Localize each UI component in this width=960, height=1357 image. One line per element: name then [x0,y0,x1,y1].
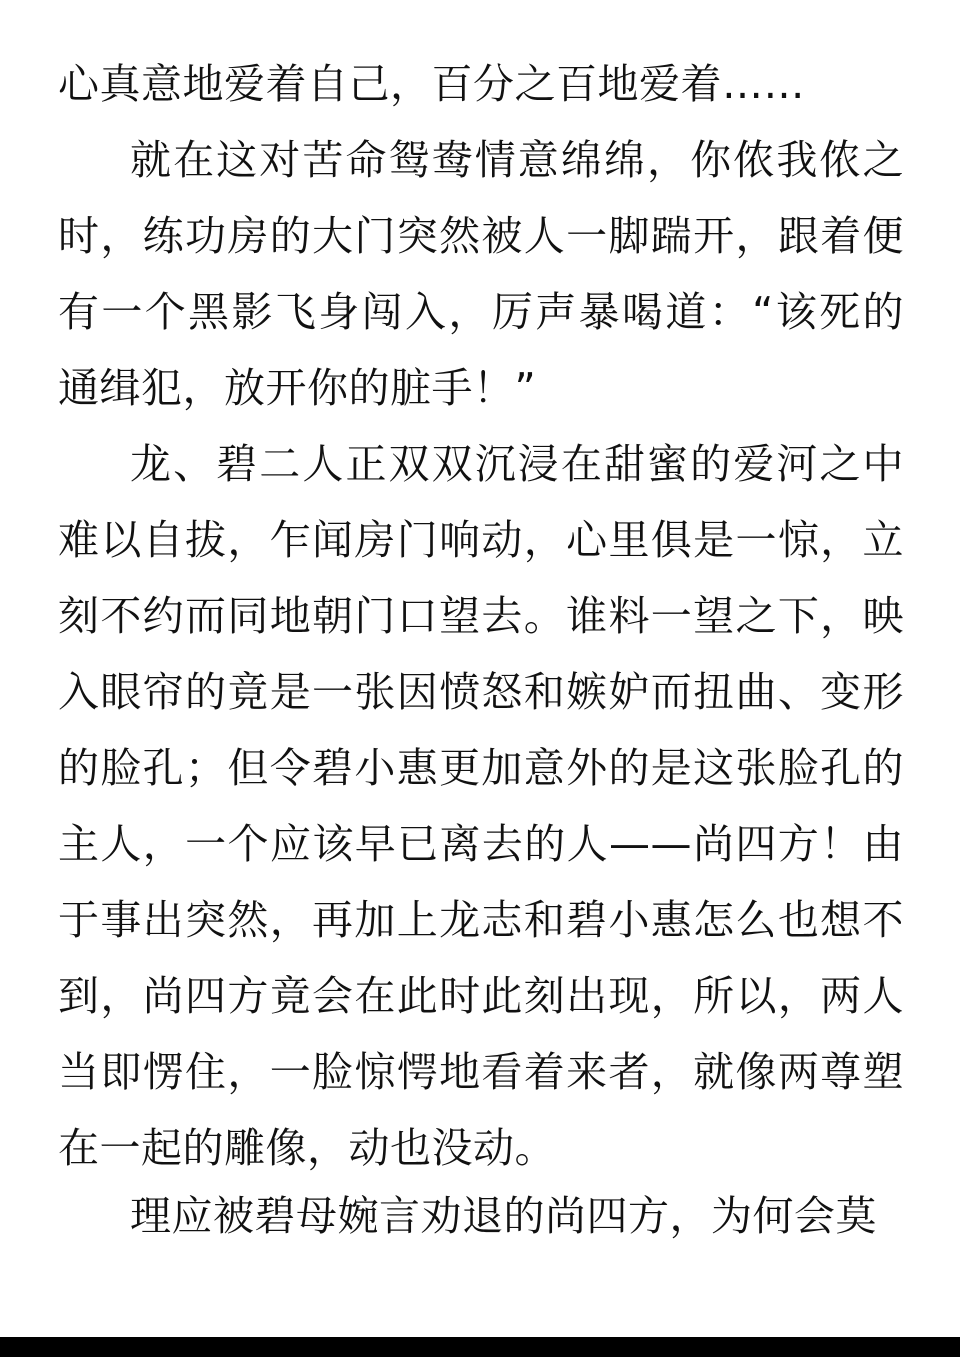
bottom-black-bar [0,1337,960,1357]
paragraph-1: 就在这对苦命鸳鸯情意绵绵，你侬我侬之时，练功房的大门突然被人一脚踹开，跟着便有一个黑影飞身闯入，厉声暴喝道：“该死的通缉犯，放开你的脏手！” [58,136,904,412]
paragraph-2: 龙、碧二人正双双沉浸在甜蜜的爱河之中难以自拔，乍闻房门响动，心里俱是一惊，立刻不约而同地朝门口望去。谁料一望之下，映入眼帘的竟是一张因愤怒和嫉妒而扭曲、变形的脸孔；但令碧小惠更加意外的是这张脸孔的主人，一个应该早已离去的人——尚四方！由于事出突然，再加上龙志和碧小惠怎么也想不到，尚四方竟会在此时此刻出现，所以，两人当即愣住，一脸惊愕地看着来者，就像两尊塑在一起的雕像，动也没动。 [58,440,904,1172]
paragraph-3: 理应被碧母婉言劝退的尚四方，为何会莫 [130,1192,877,1240]
cut-off-text-line [58,62,918,110]
cut-off-text: 心真意地爱着自己，百分之百地爱着…… [58,62,805,108]
